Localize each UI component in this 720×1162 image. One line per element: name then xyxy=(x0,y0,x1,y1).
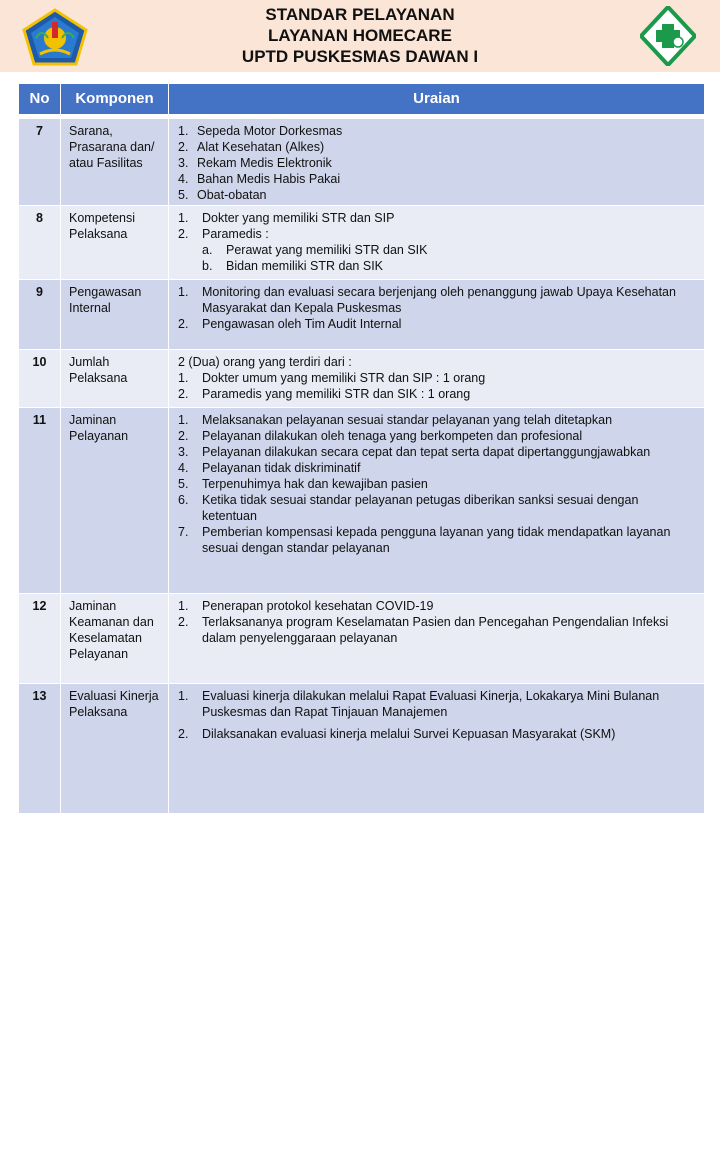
table-header-row xyxy=(19,84,705,115)
row-uraian xyxy=(169,408,705,594)
row-uraian xyxy=(169,206,705,280)
list-item: 5. Terpenuhimya hak dan kewajiban pasien xyxy=(178,477,428,491)
list-item: 1. Monitoring dan evaluasi secara berjenjang oleh penanggung jawab Upaya Kesehatan Masyarakat dan Kepala Puskesmas xyxy=(178,285,676,315)
column-header-komponen: Komponen xyxy=(61,84,169,115)
page-header xyxy=(0,0,720,72)
table-row xyxy=(19,206,705,280)
list-item: 2. Paramedis : xyxy=(178,227,269,241)
list-item: 4. Pelayanan tidak diskriminatif xyxy=(178,461,361,475)
list-item: 3. Pelayanan dilakukan secara cepat dan tepat serta dapat dipertanggungjawabkan xyxy=(178,445,651,459)
list-item: 7. Pemberian kompensasi kepada pengguna layanan yang tidak mendapatkan layanan sesuai dengan standar pelayanan xyxy=(178,525,671,555)
list-item: 3. Rekam Medis Elektronik xyxy=(178,156,332,170)
row-komponen: Jaminan Pelayanan xyxy=(61,408,169,594)
row-uraian xyxy=(169,684,705,814)
list-item: 2. Paramedis yang memiliki STR dan SIK : 1 orang xyxy=(178,387,471,401)
list-item: 1. Dokter umum yang memiliki STR dan SIP : 1 orang xyxy=(178,371,486,385)
list-item: 1. Sepeda Motor Dorkesmas xyxy=(178,124,343,138)
page-title xyxy=(130,4,590,67)
list-item: 2. Pelayanan dilakukan oleh tenaga yang berkompeten dan profesional xyxy=(178,429,583,443)
list-item: 2. Dilaksanakan evaluasi kinerja melalui Survei Kepuasan Masyarakat (SKM) xyxy=(178,727,616,741)
row-komponen: Jumlah Pelaksana xyxy=(61,350,169,408)
table-row xyxy=(19,350,705,408)
list-item: 2. Alat Kesehatan (Alkes) xyxy=(178,140,325,154)
list-item: 6. Ketika tidak sesuai standar pelayanan petugas diberikan sanksi sesuai dengan ketentuan xyxy=(178,493,639,523)
standard-table xyxy=(18,83,705,814)
list-item: 2. Terlaksananya program Keselamatan Pasien dan Pencegahan Pengendalian Infeksi dalam penyelenggaraan pelayanan xyxy=(178,615,669,645)
list-item: 1. Evaluasi kinerja dilakukan melalui Rapat Evaluasi Kinerja, Lokakarya Mini Bulanan Puskesmas dan Rapat Tinjauan Manajemen xyxy=(178,689,660,719)
table-row xyxy=(19,684,705,814)
row-number: 13 xyxy=(19,684,61,814)
health-ministry-logo-icon xyxy=(640,6,696,66)
title-line-3: UPTD PUSKESMAS DAWAN I xyxy=(241,47,479,66)
table-row xyxy=(19,280,705,350)
row-komponen: Sarana, Prasarana dan/ atau Fasilitas xyxy=(61,119,169,206)
row-number: 8 xyxy=(19,206,61,280)
row-uraian xyxy=(169,350,705,408)
list-item: 2. Pengawasan oleh Tim Audit Internal xyxy=(178,317,402,331)
list-item: 1. Melaksanakan pelayanan sesuai standar pelayanan yang telah ditetapkan xyxy=(178,413,613,427)
regional-emblem-icon xyxy=(22,8,88,66)
sub-list-item: b. Bidan memiliki STR dan SIK xyxy=(202,259,384,273)
table-row xyxy=(19,119,705,206)
row-number: 7 xyxy=(19,119,61,206)
row-komponen: Jaminan Keamanan dan Keselamatan Pelayanan xyxy=(61,594,169,684)
row-uraian xyxy=(169,594,705,684)
row-uraian xyxy=(169,280,705,350)
row-number: 12 xyxy=(19,594,61,684)
row-intro-text: 2 (Dua) orang yang terdiri dari : xyxy=(178,355,352,369)
row-komponen: Kompetensi Pelaksana xyxy=(61,206,169,280)
list-item: 1. Dokter yang memiliki STR dan SIP xyxy=(178,211,395,225)
row-uraian xyxy=(169,119,705,206)
row-number: 11 xyxy=(19,408,61,594)
list-item: 5. Obat-obatan xyxy=(178,188,267,202)
table-row xyxy=(19,408,705,594)
row-number: 9 xyxy=(19,280,61,350)
row-number: 10 xyxy=(19,350,61,408)
title-line-2: LAYANAN HOMECARE xyxy=(268,26,452,45)
sub-list-item: a. Perawat yang memiliki STR dan SIK xyxy=(202,243,428,257)
list-item: 4. Bahan Medis Habis Pakai xyxy=(178,172,341,186)
list-item: 1. Penerapan protokol kesehatan COVID-19 xyxy=(178,599,434,613)
column-header-uraian: Uraian xyxy=(169,84,705,115)
row-komponen: Pengawasan Internal xyxy=(61,280,169,350)
table-row xyxy=(19,594,705,684)
column-header-no: No xyxy=(19,84,61,115)
row-komponen: Evaluasi Kinerja Pelaksana xyxy=(61,684,169,814)
title-line-1: STANDAR PELAYANAN xyxy=(265,5,455,24)
